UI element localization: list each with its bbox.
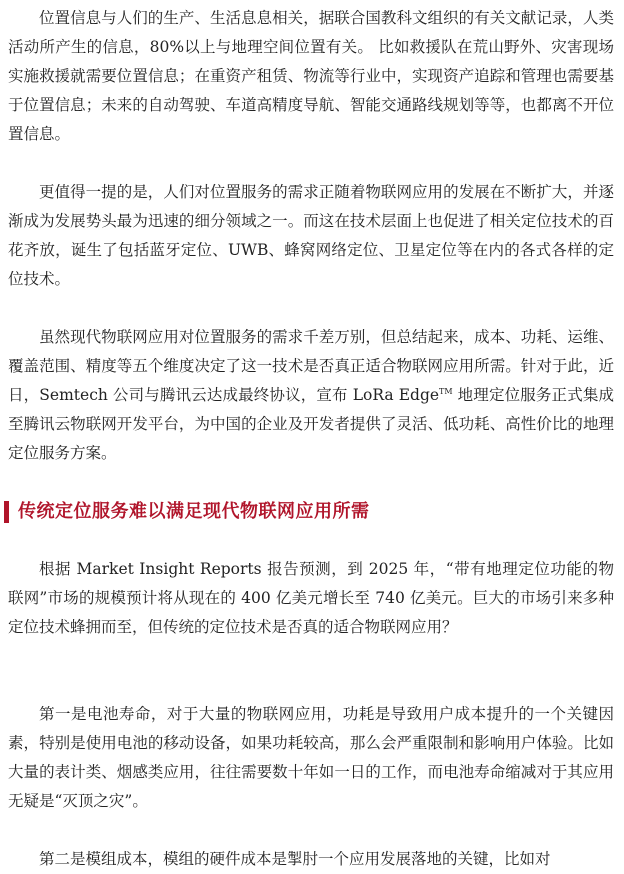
section-heading — [0, 497, 624, 527]
trademark-symbol: TM — [439, 386, 453, 396]
paragraph-battery-life: 第一是电池寿命，对于大量的物联网应用，功耗是导致用户成本提升的一个关键因素，特别是使用电池的移动设备，如果功耗较高，那么会严重限制和影响用户体验。比如大量的表计类、烟感类应用，往往需要数十年如一日的工作，而电池寿命缩减对于其应用无疑是“灭顶之灾”。 — [8, 705, 614, 810]
paragraph-text-before-trademark: 虽然现代物联网应用对位置服务的需求千差万别，但总结起来，成本、功耗、运维、覆盖范围、精度等五个维度决定了这一技术是否真正适合物联网应用所需。针对于此，近日，Semtech 公司与腾讯云达成最终协议，宣布 LoRa Edge — [8, 328, 614, 404]
paragraph-market-forecast: 根据 Market Insight Reports 报告预测，到 2025 年，“带有地理定位功能的物联网”市场的规模预计将从现在的 400 亿美元增长至 740 亿美元。巨大的市场引来多种定位技术蜂拥而至，但传统的定位技术是否真的适合物联网应用？ — [8, 560, 614, 636]
section-heading-title: 传统定位服务难以满足现代物联网应用所需 — [18, 501, 370, 522]
paragraph-demand-growth: 更值得一提的是，人们对位置服务的需求正随着物联网应用的发展在不断扩大，并逐渐成为发展势头最为迅速的细分领域之一。而这在技术层面上也促进了相关定位技术的百花齐放，诞生了包括蓝牙定位、UWB、蜂窝网络定位、卫星定位等在内的各式各样的定位技术。 — [8, 183, 614, 288]
paragraph-location-info: 位置信息与人们的生产、生活息息相关，据联合国教科文组织的有关文献记录，人类活动所产生的信息，80%以上与地理空间位置有关。 比如救援队在荒山野外、灾害现场实施救援就需要位置信息；在重资产租赁、物流等行业中，实现资产追踪和管理也需要基于位置信息；未来的自动驾驶、车道高精度导航、智能交通路线规划等等，也都离不开位置信息。 — [8, 9, 614, 143]
paragraph-module-cost: 第二是模组成本，模组的硬件成本是掣肘一个应用发展落地的关键，比如对 — [39, 850, 551, 868]
heading-accent-bar — [4, 501, 9, 523]
paragraph-semtech-tencent — [8, 323, 614, 468]
paragraph-text-after-trademark: 地理定位服务正式集成至腾讯云物联网开发平台，为中国的企业及开发者提供了灵活、低功耗、高性价比的地理定位服务方案。 — [8, 386, 614, 462]
